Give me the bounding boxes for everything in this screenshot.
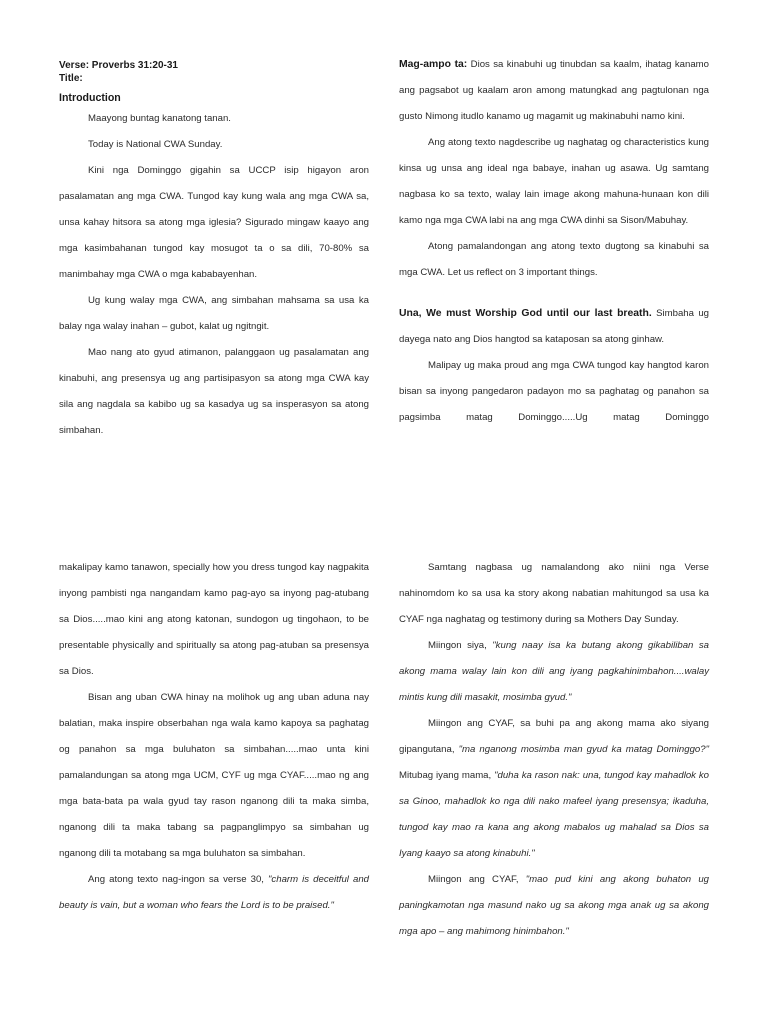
point-one-text: Simbaha ug dayega nato ang Dios hangtod sa kataposan sa atong ginhaw. bbox=[399, 308, 709, 345]
paragraph: Mao nang ato gyud atimanon, palanggaon ug pasalamatan ang kinabuhi, ang presensya ug ang partisipasyon sa atong mga CWA kay sila ang nagdala sa kabibo ug sa kasadya ug sa insperasyon sa atong simbahan. bbox=[59, 347, 369, 436]
column-top-right bbox=[399, 52, 709, 431]
verse-quote-text: Ang atong texto nag-ingon sa verse 30, bbox=[88, 874, 269, 885]
introduction-heading: Introduction bbox=[59, 92, 121, 104]
paragraph: Kini nga Dominggo gigahin sa UCCP isip higayon aron pasalamatan ang mga CWA. Tungod kay kung wala ang mga CWA sa, unsa kahay hitsora sa atong mga iglesia? Sigurado mingaw kaayo ang mga kasimbahanan tungod kay mosugot ta o sa dili, 70-80% sa manimbahay mga CWA o mga kababayenhan. bbox=[59, 165, 369, 280]
testimony-quote: "kung naay isa ka butang akong gikabiliban sa akong mama walay lain kon dili ang iyang pagkahinimbahon....walay mintis kung dili masakit, mosimba gyud." bbox=[399, 640, 709, 703]
paragraph: Samtang nagbasa ug namalandong ako niini nga Verse nahinomdom ko sa usa ka story akong nabatian mahitungod sa usa ka CYAF nga naghatag og testimony during sa Mothers Day Sunday. bbox=[399, 562, 709, 625]
column-bottom-right bbox=[399, 555, 709, 945]
column-top-left bbox=[59, 59, 369, 444]
testimony-text: Miingon siya, bbox=[428, 640, 493, 651]
dialogue-text: Miingon ang CYAF, sa buhi pa ang akong mama ako siyang gipangutana, bbox=[399, 718, 709, 755]
dialogue-paragraph bbox=[399, 711, 709, 867]
prayer-lead: Mag-ampo ta: bbox=[399, 59, 468, 70]
closing-quote: "mao pud kini ang akong buhaton ug paningkamotan nga masund nako ug sa akong mga anak ug sa akong mga apo – ang mahimong hinimbahon." bbox=[399, 874, 709, 937]
point-one-paragraph bbox=[399, 301, 709, 353]
title-heading: Title: bbox=[59, 73, 83, 84]
verse-quote-paragraph bbox=[59, 867, 369, 919]
paragraph: Ang atong texto nagdescribe ug naghatag og characteristics kung kinsa ug unsa ang ideal nga babaye, inahan ug asawa. Ug samtang nagbasa ko sa texto, walay lain image akong mahuna-hunaan kon dili kamo nga mga CWA labi na ang mga CWA dinhi sa Sison/Mabuhay. bbox=[399, 137, 709, 226]
paragraph: Bisan ang uban CWA hinay na molihok ug ang uban aduna nay balatian, maka inspire obserbahan nga wala kamo kapoya sa paghatag og panahon sa mga buluhaton sa simbahan.....mao unta kini pamalandungan sa atong mga UCM, CYF ug mga CYAF.....mao ng ang mga bata-bata pa wala gyud tay rason nganong dili ta maka simba, nganong dili ta maka tabang sa pagpanglimpyo sa simbahan ug nganong dili ta motabang sa mga buluhaton sa simbahan. bbox=[59, 692, 369, 859]
verse-heading: Verse: Proverbs 31:20-31 bbox=[59, 60, 178, 71]
paragraph: Maayong buntag kanatong tanan. bbox=[88, 113, 231, 124]
point-one-lead: Una, We must Worship God until our last breath. bbox=[399, 308, 652, 319]
dialogue-quote: "duha ka rason nak: una, tungod kay mahadlok ko sa Ginoo, mahadlok ko nga dili nako mafeel iyang presensya; ikaduha, tungod kay mao ra kana ang akong mabalos ug mahalad sa Dios sa Iyang kaayo sa atong kinabuhi." bbox=[399, 770, 709, 859]
dialogue-text: Mitubag iyang mama, bbox=[399, 770, 495, 781]
column-bottom-left bbox=[59, 555, 369, 919]
prayer-text: Dios sa kinabuhi ug tinubdan sa kaalm, ihatag kanamo ang pagsabot ug kaalam aron among matungkad ang pagtulonan nga gusto Nimong itudlo kanamo ug magamit ug makinabuhi namo kini. bbox=[399, 59, 709, 122]
closing-text: Miingon ang CYAF, bbox=[428, 874, 526, 885]
testimony-paragraph bbox=[399, 633, 709, 711]
prayer-paragraph bbox=[399, 52, 709, 130]
spacer bbox=[399, 286, 709, 301]
paragraph: Today is National CWA Sunday. bbox=[88, 139, 223, 150]
dialogue-quote: "ma nganong mosimba man gyud ka matag Dominggo?" bbox=[458, 744, 709, 755]
verse-quote: "charm is deceitful and beauty is vain, but a woman who fears the Lord is to be praised." bbox=[59, 874, 369, 911]
paragraph: Malipay ug maka proud ang mga CWA tungod kay hangtod karon bisan sa inyong pangedaron padayon mo sa paghatag og panahon sa pagsimba matag Dominggo.....Ug matag Dominggo bbox=[399, 360, 709, 423]
paragraph: Ug kung walay mga CWA, ang simbahan mahsama sa usa ka balay nga walay inahan – gubot, kalat ug ngitngit. bbox=[59, 295, 369, 332]
closing-paragraph bbox=[399, 867, 709, 945]
paragraph: Atong pamalandongan ang atong texto dugtong sa kinabuhi sa mga CWA. Let us reflect on 3 important things. bbox=[399, 241, 709, 278]
paragraph: makalipay kamo tanawon, specially how you dress tungod kay nagpakita inyong pambisti nga nangandam kamo pag-ayo sa inyong pag-atubang sa Dios.....mao kini ang atong katonan, sundogon ug tingohaon, to be presentable physically and spiritually sa atong pag-atuban sa presensya sa Dios. bbox=[59, 562, 369, 677]
